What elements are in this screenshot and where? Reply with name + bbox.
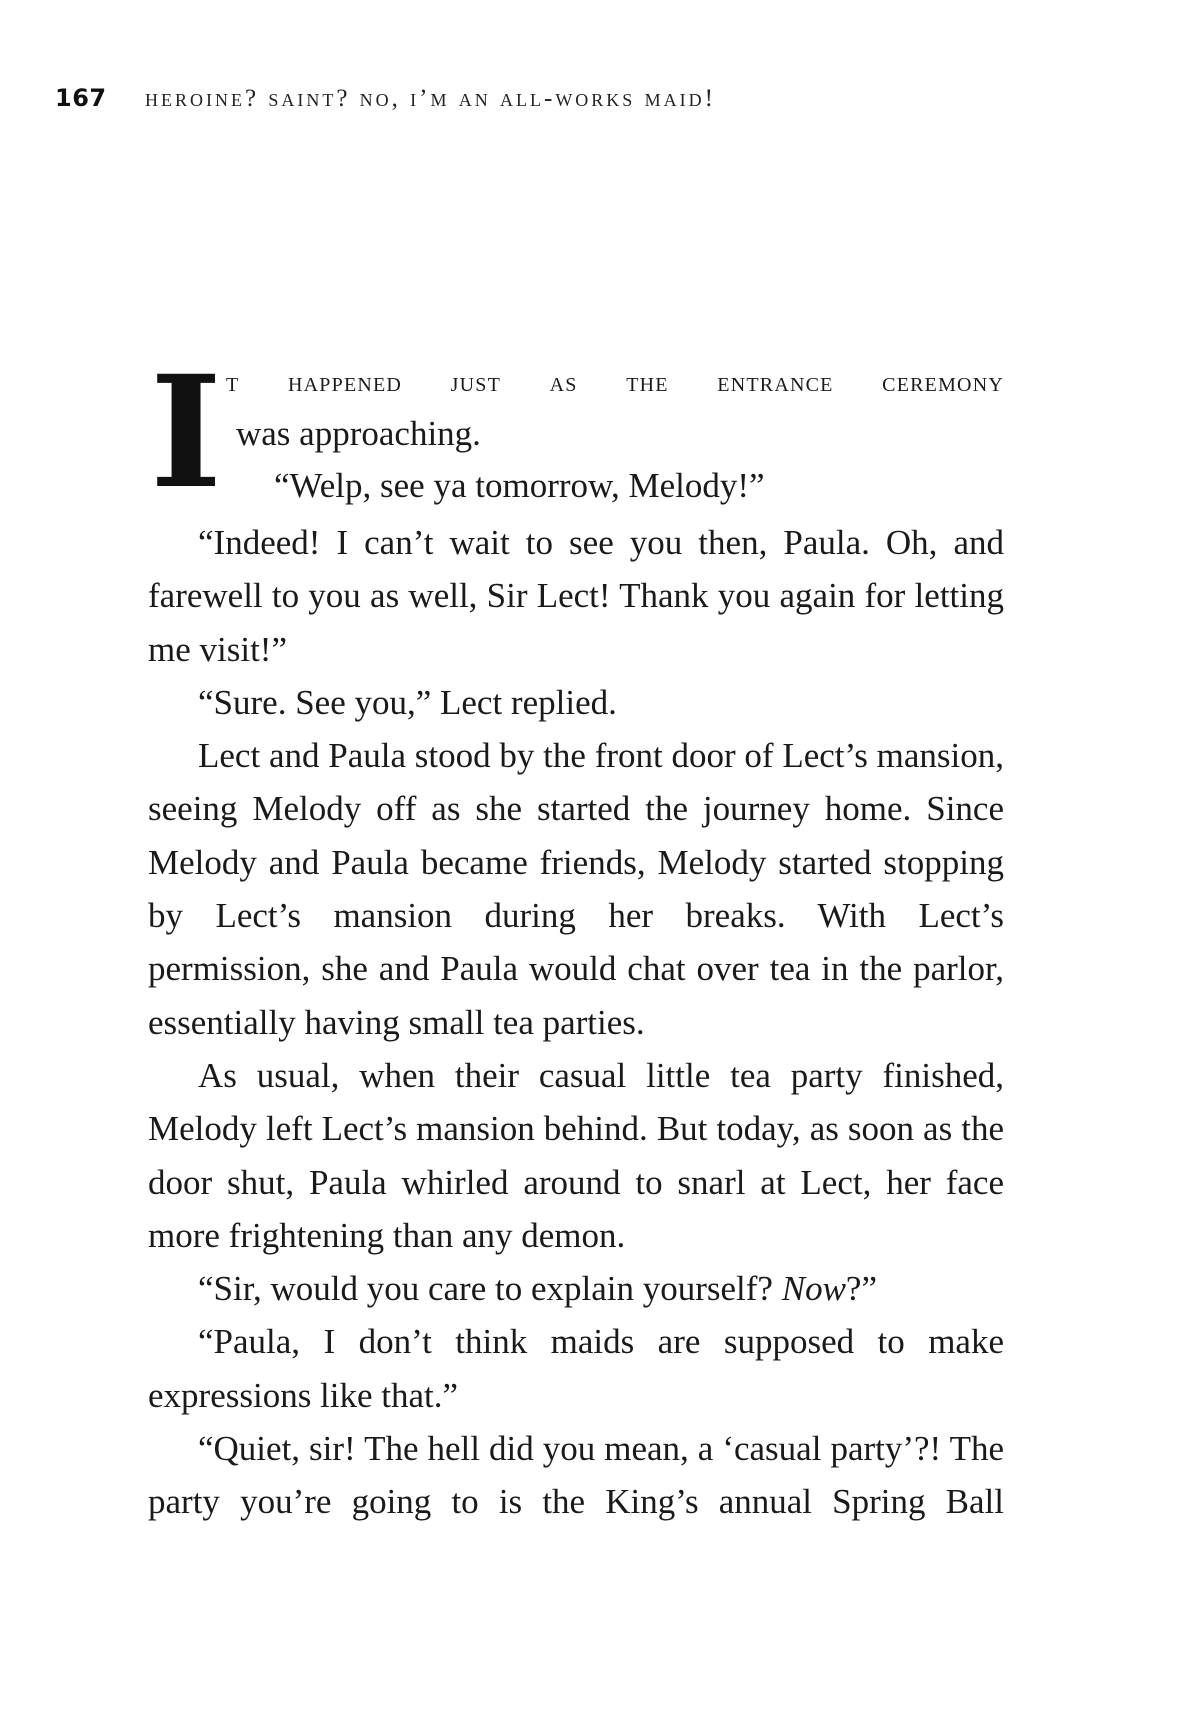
chapter-text xyxy=(148,342,1004,1529)
paragraph: “Indeed! I can’t wait to see you then, Paula. Oh, and farewell to you as well, Sir Lect! Thank you again for letting me visit!” xyxy=(148,523,1004,669)
paragraph: As usual, when their casual little tea party finished, Melody left Lect’s mansion behind. But today, as soon as the door shut, Paula whirled around to snarl at Lect, her face more frightening than any demon. xyxy=(148,1055,1004,1255)
paragraph: “Quiet, sir! The hell did you mean, a ‘casual party’?! The party you’re going to is the King’s annual Spring Ball xyxy=(148,1429,1004,1522)
chapter-opening xyxy=(148,342,1004,523)
emphasis-text: Now xyxy=(781,1269,846,1309)
small-caps-lead-in: t happened just as the entrance ceremony xyxy=(226,366,1004,398)
paragraph: “Welp, see ya tomorrow, Melody!” xyxy=(274,466,765,505)
dialogue-text: ?” xyxy=(845,1269,877,1309)
book-title: heroine? saint? no, i’m an all-works maid! xyxy=(145,85,716,112)
paragraph: Lect and Paula stood by the front door of Lect’s mansion, seeing Melody off as she started the journey home. Since Melody and Paula became friends, Melody started stopping by Lect’s mansion during her breaks. With Lect’s permission, she and Paula would chat over tea in the parlor, essentially having small tea parties. xyxy=(148,736,1004,1042)
dialogue-text: “Sir, would you care to explain yourself? xyxy=(198,1269,782,1309)
paragraph: “Paula, I don’t think maids are supposed to make expressions like that.” xyxy=(148,1322,1004,1415)
page-number: 167 xyxy=(55,84,107,112)
drop-cap: I xyxy=(150,342,223,523)
running-head xyxy=(55,84,716,114)
paragraph xyxy=(148,1262,1004,1315)
paragraph: “Sure. See you,” Lect replied. xyxy=(198,682,617,722)
opening-sentence-end: was approaching. xyxy=(236,414,481,453)
